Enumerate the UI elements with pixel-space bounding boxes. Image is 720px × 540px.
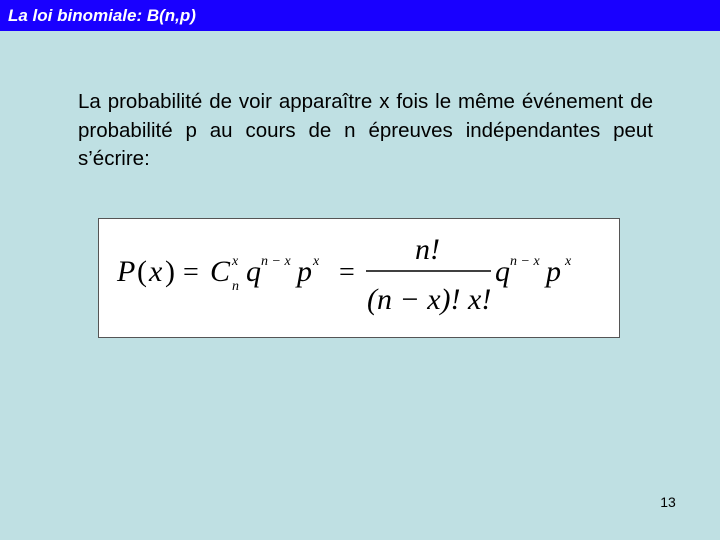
formula-q2-sup: n − x <box>510 254 540 269</box>
formula-lhs-x: x <box>149 255 163 288</box>
formula-equals-1: = <box>183 257 199 288</box>
formula-box <box>98 218 620 338</box>
formula-p1: p <box>297 255 312 288</box>
binomial-formula <box>99 219 619 337</box>
page-number: 13 <box>660 494 676 510</box>
formula-lhs-paren-close: ) <box>165 255 175 288</box>
formula-c: C <box>210 255 231 288</box>
formula-lhs-paren-open: ( <box>137 255 147 288</box>
formula-q1-sup: n − x <box>261 254 291 269</box>
formula-numerator: n! <box>415 233 440 266</box>
formula-p2: p <box>546 255 561 288</box>
formula-equals-2: = <box>339 257 355 288</box>
slide-title: La loi binomiale: B(n,p) <box>0 0 720 31</box>
formula-p2-sup: x <box>565 254 572 269</box>
formula-q1: q <box>246 255 261 288</box>
formula-lhs-p: P <box>117 255 136 288</box>
formula-q2: q <box>495 255 510 288</box>
formula-denominator: (n − x)! x! <box>367 283 492 316</box>
formula-c-sup: x <box>232 254 239 269</box>
formula-c-sub: n <box>232 279 239 294</box>
formula-p1-sup: x <box>313 254 320 269</box>
intro-paragraph: La probabilité de voir apparaître x fois le même événement de probabilité p au cours de n épreuves indépendantes peut s’écrire: <box>78 90 653 170</box>
